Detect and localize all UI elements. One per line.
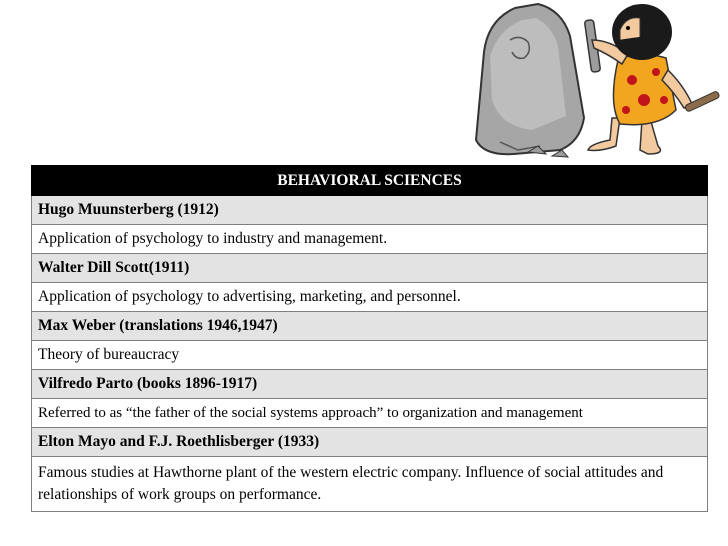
table-header: BEHAVIORAL SCIENCES (32, 166, 708, 196)
table-row (32, 370, 708, 399)
caveman-carving-stone-icon (470, 0, 728, 165)
behavioral-sciences-table (31, 165, 708, 512)
table-row (32, 225, 708, 254)
table-row (32, 312, 708, 341)
scientist-name: Elton Mayo and F.J. Roethlisberger (1933) (32, 428, 708, 457)
table-row (32, 428, 708, 457)
table-row (32, 399, 708, 428)
table-row (32, 457, 708, 512)
contribution-description: Theory of bureaucracy (32, 341, 708, 370)
contribution-description: Application of psychology to industry and management. (32, 225, 708, 254)
scientist-name: Max Weber (translations 1946,1947) (32, 312, 708, 341)
table-header-row (32, 166, 708, 196)
table-row (32, 196, 708, 225)
table-row (32, 254, 708, 283)
scientist-name: Hugo Muunsterberg (1912) (32, 196, 708, 225)
scientist-name: Walter Dill Scott(1911) (32, 254, 708, 283)
contribution-description: Application of psychology to advertising, marketing, and personnel. (32, 283, 708, 312)
table-row (32, 283, 708, 312)
contribution-description: Famous studies at Hawthorne plant of the western electric company. Influence of social attitudes and relationships of work groups on performance. (32, 457, 708, 512)
scientist-name: Vilfredo Parto (books 1896-1917) (32, 370, 708, 399)
contribution-description: Referred to as “the father of the social systems approach” to organization and management (32, 399, 708, 428)
table-row (32, 341, 708, 370)
